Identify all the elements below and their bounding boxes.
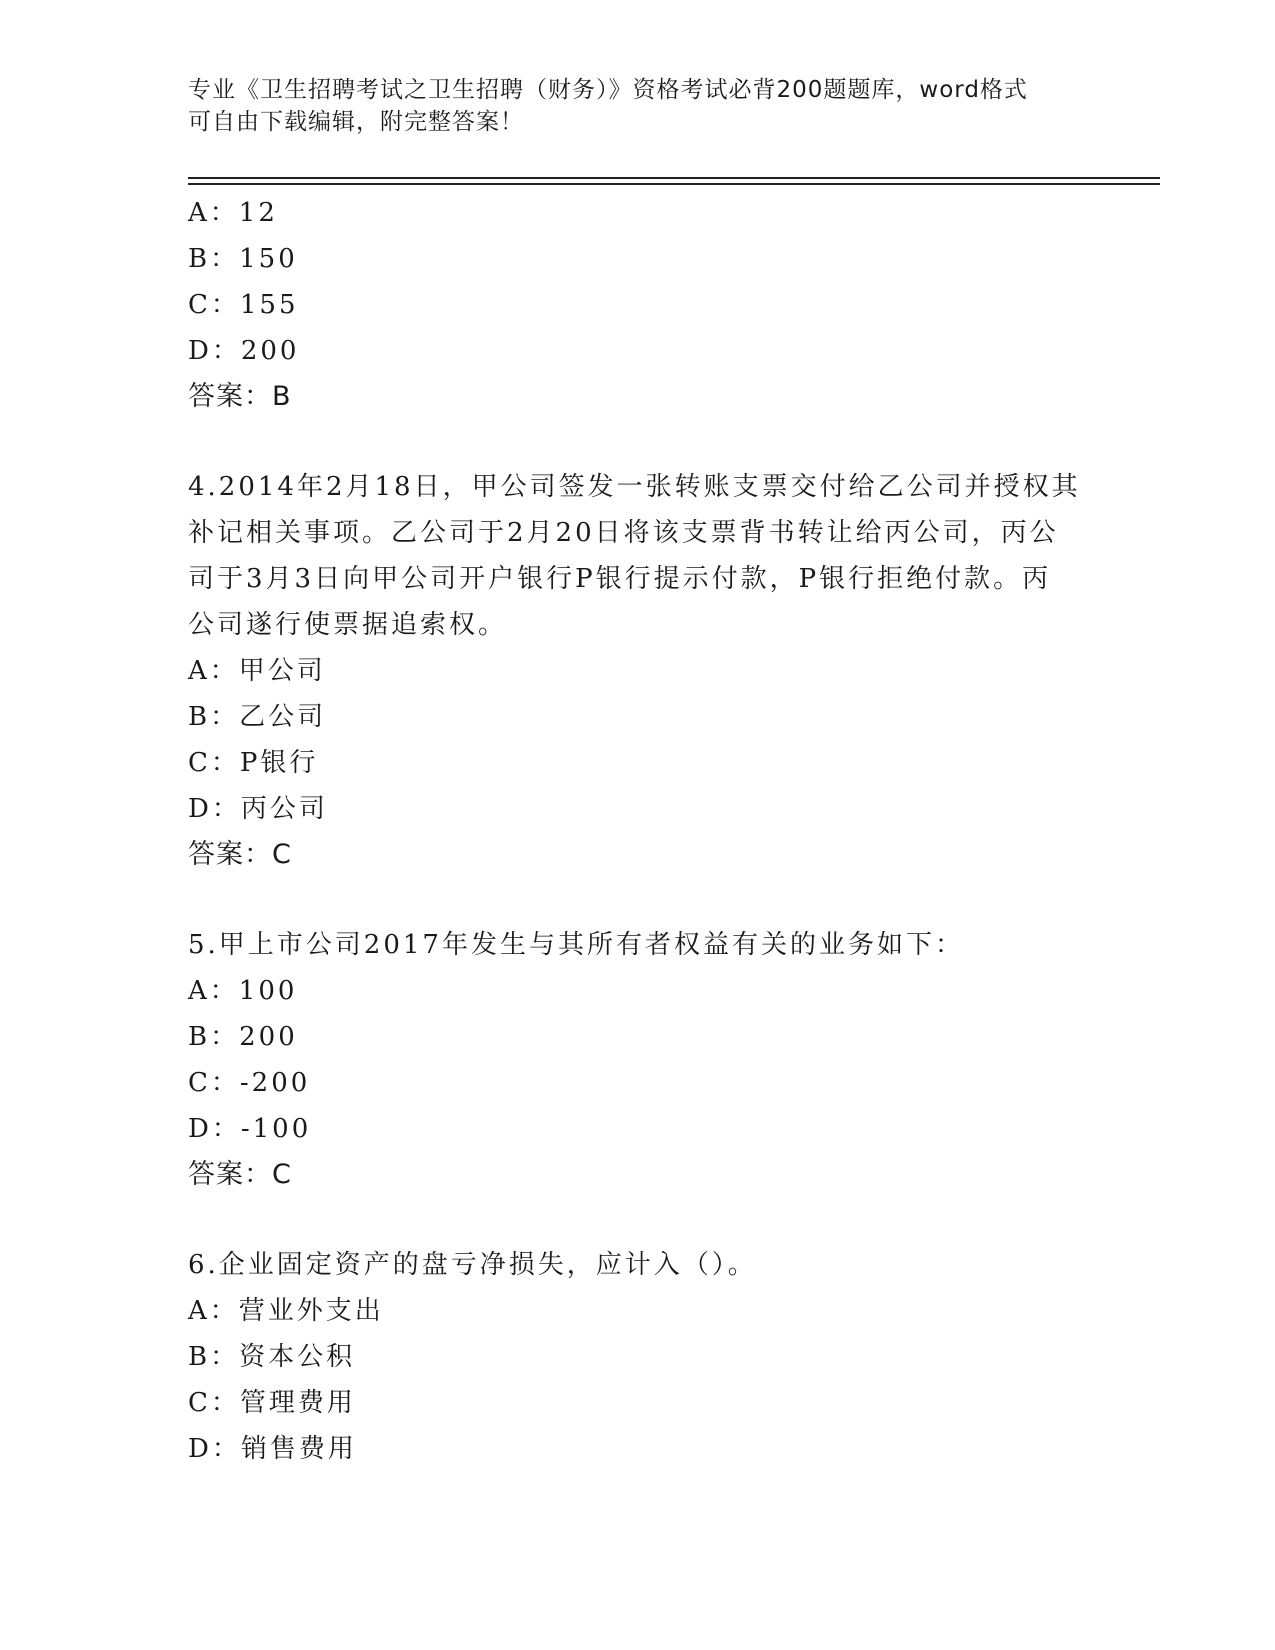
question-list (188, 190, 1088, 1472)
option-b: B：乙公司 (188, 702, 327, 732)
question-stem (188, 922, 1068, 968)
header-line-2: 可自由下载编辑，附完整答案！ (188, 109, 524, 135)
option-b: B：200 (188, 1022, 298, 1052)
option-d: D：-100 (188, 1114, 312, 1144)
option-b: B：资本公积 (188, 1342, 356, 1372)
header-line-1: 专业《卫生招聘考试之卫生招聘（财务）》资格考试必背200题题库，word格式 (188, 77, 1028, 103)
answer: 答案：C (188, 1159, 292, 1190)
header-divider-bottom (188, 183, 1160, 185)
option-b: B：150 (188, 244, 298, 274)
question-stem (188, 1242, 1068, 1288)
option-d: D：200 (188, 336, 300, 366)
option-c: C：管理费用 (188, 1388, 356, 1418)
option-d: D：丙公司 (188, 794, 328, 824)
stem-line: 公司遂行使票据追索权。 (188, 610, 508, 640)
answer: 答案：B (188, 381, 292, 412)
option-a: A：100 (188, 976, 298, 1006)
question-4 (188, 464, 1088, 878)
answer: 答案：C (188, 839, 292, 870)
stem-line: 4.2014年2月18日，甲公司签发一张转账支票交付给乙公司并授权其 (188, 472, 1081, 502)
question-5 (188, 922, 1088, 1198)
question-3 (188, 190, 1088, 420)
stem-line: 5.甲上市公司2017年发生与其所有者权益有关的业务如下： (188, 930, 964, 960)
option-a: A：12 (188, 198, 278, 228)
option-d: D：销售费用 (188, 1434, 357, 1464)
stem-line: 6.企业固定资产的盘亏净损失，应计入（）。 (188, 1250, 757, 1280)
option-c: C：155 (188, 290, 299, 320)
option-c: C：-200 (188, 1068, 311, 1098)
option-a: A：甲公司 (188, 656, 326, 686)
option-c: C：P银行 (188, 748, 319, 778)
option-a: A：营业外支出 (188, 1296, 384, 1326)
header-divider-top (188, 177, 1160, 179)
stem-line: 司于3月3日向甲公司开户银行P银行提示付款，P银行拒绝付款。丙 (188, 564, 1052, 594)
question-stem (188, 464, 1081, 648)
question-6 (188, 1242, 1088, 1472)
document-header (188, 74, 1088, 138)
stem-line: 补记相关事项。乙公司于2月20日将该支票背书转让给丙公司，丙公 (188, 518, 1059, 548)
